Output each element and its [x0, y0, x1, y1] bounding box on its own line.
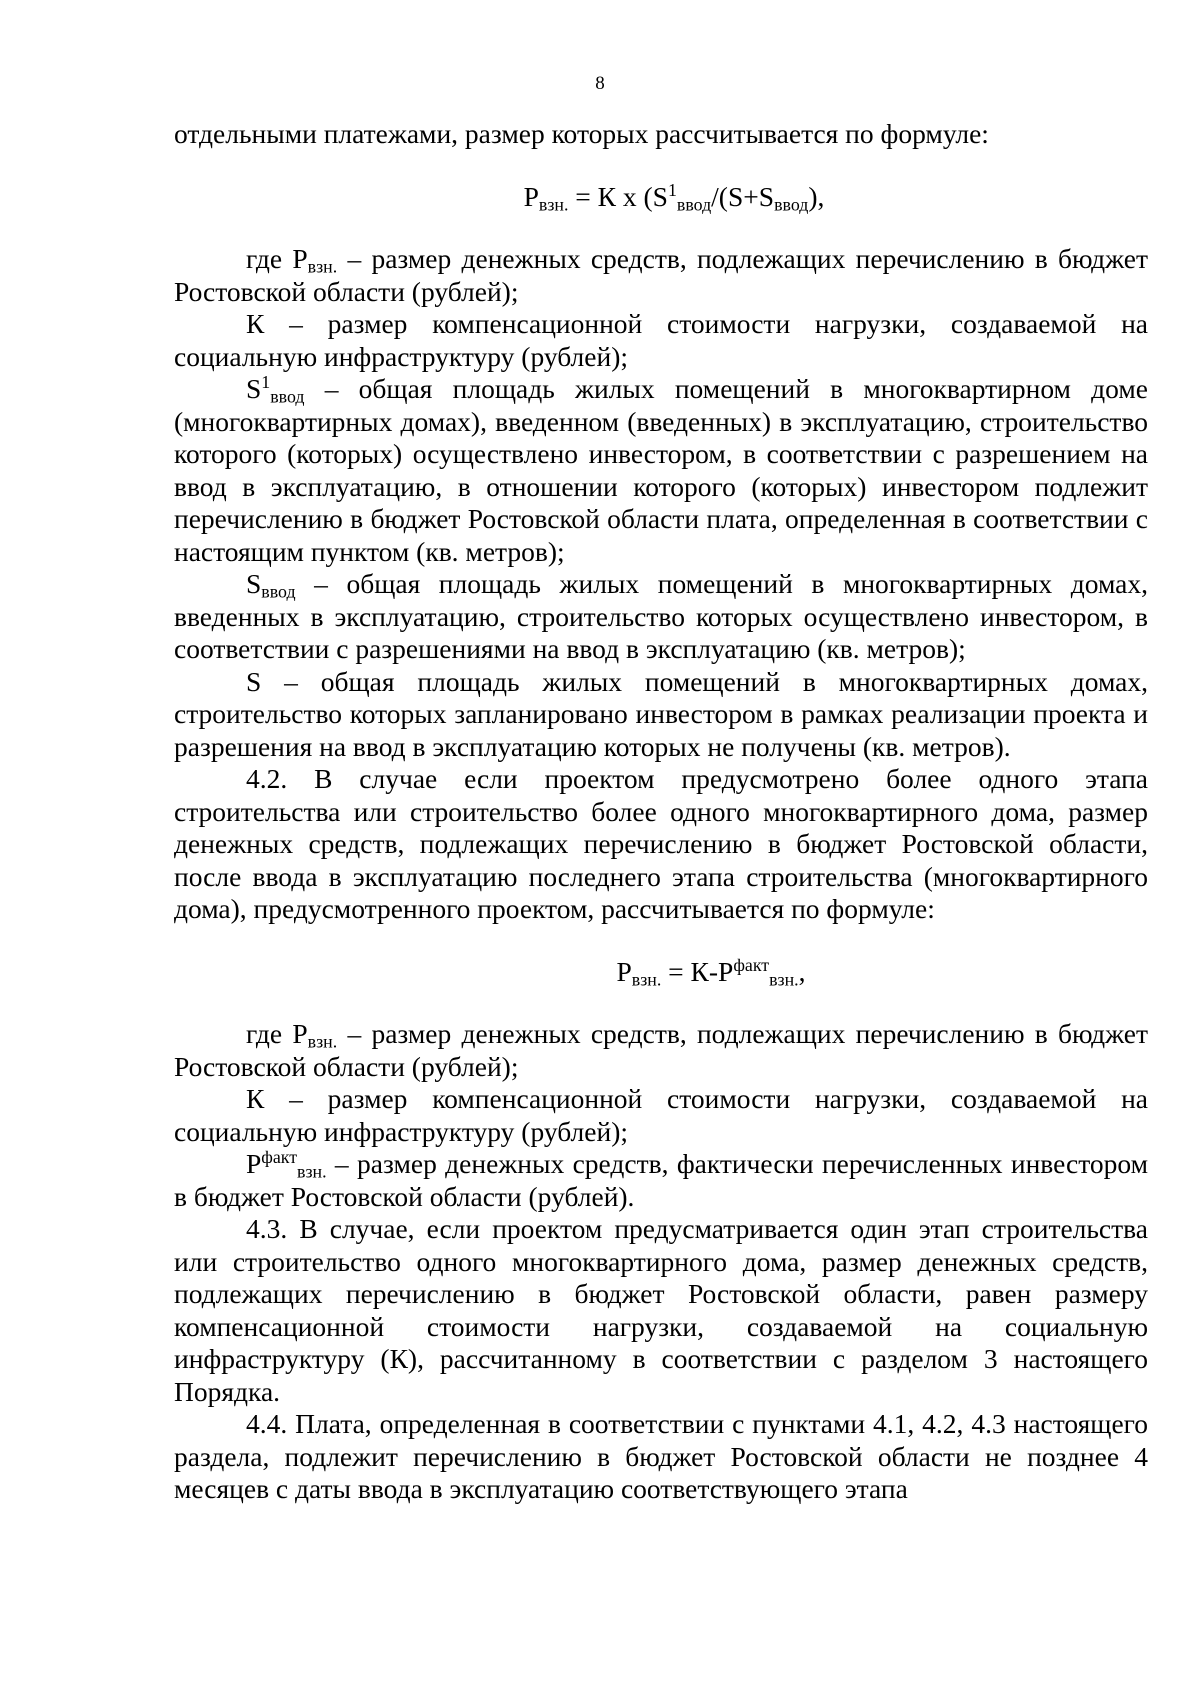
formula-close: , — [798, 955, 806, 987]
formula-s-subscript: ввод — [774, 193, 809, 214]
definition-lead: S — [246, 568, 262, 599]
definition-text: – общая площадь жилых помещений в многоквартирных домах, введенных в эксплуатацию, строительство которых осуществлено инвестором, в соответствии с разрешениями на ввод в эксплуатацию (кв. метров); — [174, 568, 1148, 664]
formula-payment — [174, 181, 1148, 214]
definition-s-vvod — [174, 568, 1148, 666]
definition-lead: где P — [246, 1018, 308, 1049]
definition-lead: S — [246, 373, 262, 404]
intro-line: отдельными платежами, размер которых рассчитывается по формуле: — [174, 118, 989, 149]
formula-close: ), — [808, 180, 825, 212]
definition-lead: Р — [246, 1148, 262, 1179]
formula-fact-superscript: факт — [733, 954, 770, 975]
formula-divisor: /(S+S — [711, 180, 775, 212]
definition-subscript: взн. — [307, 256, 338, 277]
definition-superscript: факт — [261, 1147, 298, 1168]
definition-text: – размер денежных средств, фактически перечисленных инвестором в бюджет Ростовской области (рублей). — [174, 1148, 1148, 1212]
formula-s1-superscript: 1 — [667, 179, 677, 200]
definition-text: – общая площадь жилых помещений в многоквартирном доме (многоквартирных домах), введенном (введенных) в эксплуатацию, строительство которого (которых) осуществлено инвестором, в соответствии с разрешением на ввод в эксплуатацию, в отношении которого (которых) инвестором подлежит перечислению в бюджет Ростовской области плата, определенная в соответствии с настоящим пунктом (кв. метров); — [174, 373, 1148, 567]
page-number: 8 — [595, 73, 605, 94]
definition-lead: где P — [246, 243, 308, 274]
formula-final-payment — [174, 956, 1148, 989]
definition-subscript: ввод — [270, 386, 305, 407]
definition-pvzn-2 — [174, 1018, 1148, 1083]
formula-p: P — [616, 955, 632, 987]
definition-pvzn — [174, 243, 1148, 308]
definition-superscript: 1 — [261, 372, 271, 393]
definition-s1-vvod — [174, 373, 1148, 568]
formula-p-subscript: взн. — [538, 193, 569, 214]
definition-text: – размер денежных средств, подлежащих перечислению в бюджет Ростовской области (рублей); — [174, 243, 1149, 307]
paragraph-4-3: 4.3. В случае, если проектом предусматривается один этап строительства или строительство одного многоквартирного дома, размер денежных средств, подлежащих перечислению в бюджет Ростовской области, равен размеру компенсационной стоимости нагрузки, создаваемой на социальную инфраструктуру (К), рассчитанному в соответствии с разделом 3 настоящего Порядка. — [174, 1213, 1148, 1407]
definition-pfact — [174, 1148, 1148, 1213]
definition-subscript: взн. — [307, 1031, 338, 1052]
formula-equals-k: = К х (S — [568, 180, 668, 212]
definition-subscript: взн. — [297, 1161, 327, 1182]
formula-s1-subscript: ввод — [676, 193, 712, 214]
definition-k-2: К – размер компенсационной стоимости нагрузки, создаваемой на социальную инфраструктуру (рублей); — [174, 1083, 1148, 1147]
paragraph-4-4: 4.4. Плата, определенная в соответствии с пунктами 4.1, 4.2, 4.3 настоящего раздела, подлежит перечислению в бюджет Ростовской области не позднее 4 месяцев с даты ввода в эксплуатацию соответствующего этапа — [174, 1408, 1148, 1504]
definition-k: К – размер компенсационной стоимости нагрузки, создаваемой на социальную инфраструктуру (рублей); — [174, 308, 1148, 372]
formula-fact-subscript: взн. — [769, 968, 799, 989]
document-body — [174, 118, 1148, 1506]
paragraph-4-2: 4.2. В случае если проектом предусмотрено более одного этапа строительства или строительство более одного многоквартирного дома, размер денежных средств, подлежащих перечислению в бюджет Ростовской области, после ввода в эксплуатацию последнего этапа строительства (многоквартирного дома), предусмотренного проектом, рассчитывается по формуле: — [174, 763, 1148, 924]
definition-s: S – общая площадь жилых помещений в многоквартирных домах, строительство которых запланировано инвестором в рамках реализации проекта и разрешения на ввод в эксплуатацию которых не получены (кв. метров). — [174, 665, 1148, 762]
formula-p-subscript: взн. — [631, 968, 662, 989]
definition-subscript: ввод — [261, 581, 296, 602]
formula-p: P — [523, 180, 539, 212]
formula-equals-k: = К-Р — [661, 955, 734, 987]
definition-text: – размер денежных средств, подлежащих перечислению в бюджет Ростовской области (рублей); — [174, 1018, 1149, 1082]
